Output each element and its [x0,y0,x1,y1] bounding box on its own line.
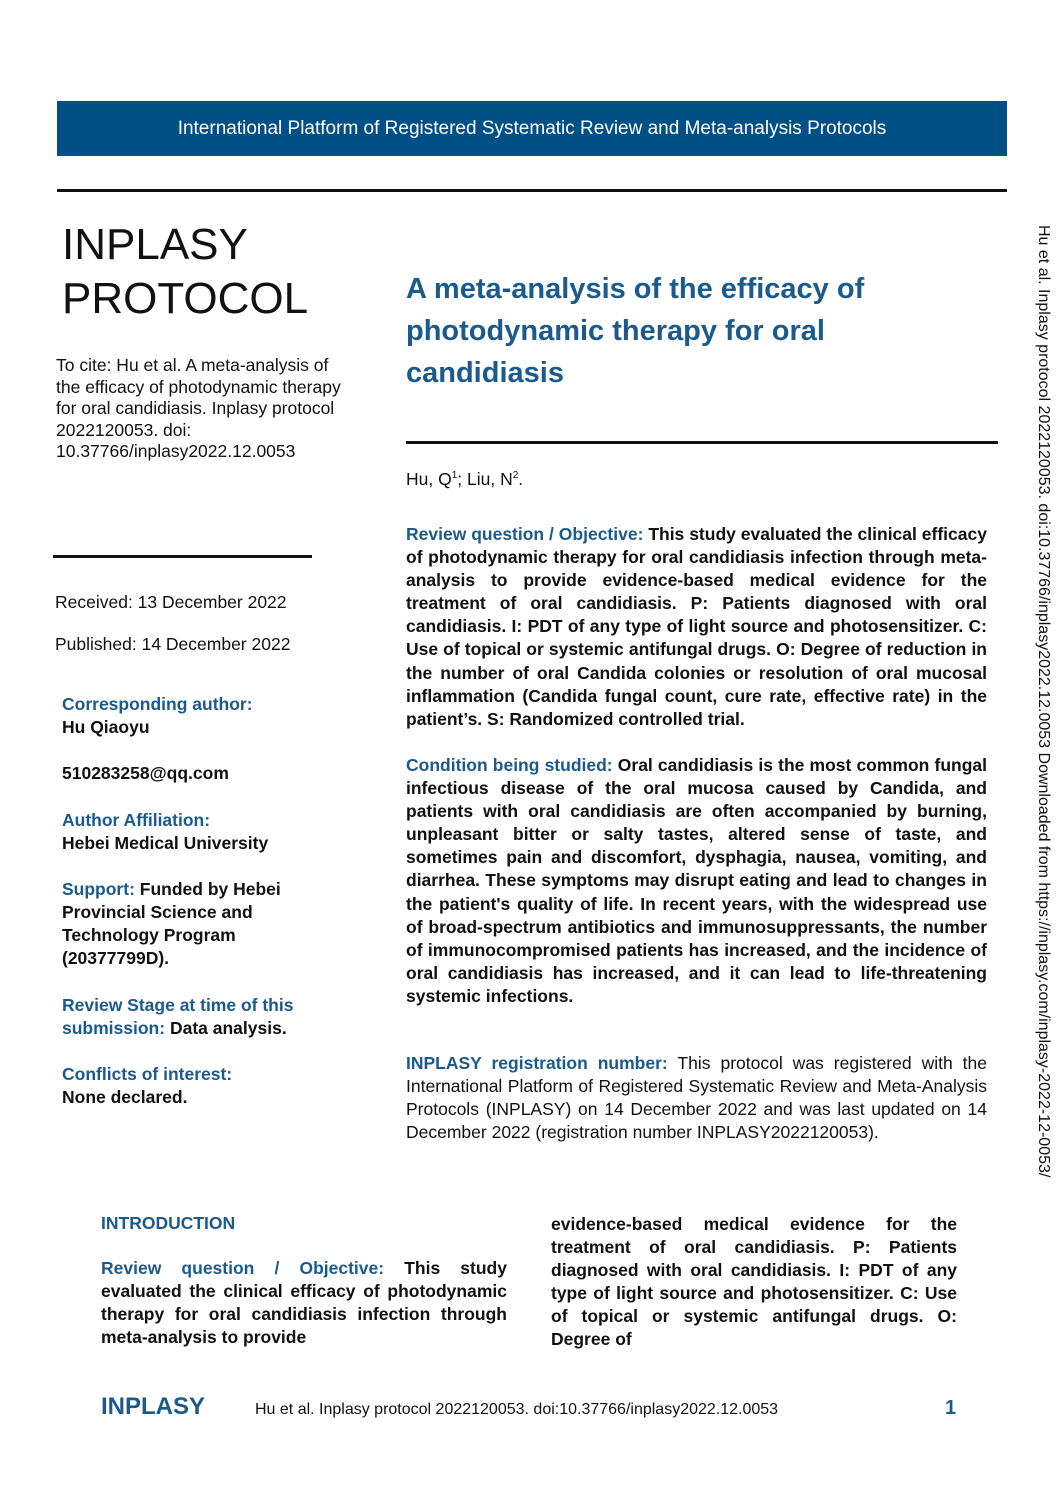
side-download-note: Hu et al. Inplasy protocol 2022120053. doi:10.37766/inplasy2022.12.0053 Downloaded from https://inplasy.com/inplasy-2022-12-0053/ [1035,225,1052,1178]
top-divider [57,189,1007,192]
intro-right-column: evidence-based medical evidence for the treatment of oral candidiasis. P: Patients diagnosed with oral candidiasis. I: PDT of any type of light source and photosensitizer. C: Use of topical or systemic antifungal drugs. O: Degree of [551,1214,957,1350]
review-question-text: This study evaluated the clinical efficacy of photodynamic therapy for oral candidiasis infection through meta-analysis to provide evidence-based medical evidence for the treatment of oral candidiasis. P: Patients diagnosed with oral candidiasis. I: PDT of any type of light source and photosensitizer. C: Use of topical or systemic antifungal drugs. O: Degree of reduction in the number of oral Candida colonies or resolution of oral mucosal inflammation (Candida fungal count, cure rate, effective rate) in the patient’s. S: Randomized controlled trial. [406,524,987,729]
citation-text: To cite: Hu et al. A meta-analysis of the efficacy of photodynamic therapy for oral candidiasis. Inplasy protocol 2022120053. doi: 10.37766/inplasy2022.12.0053 [56,355,341,461]
title-divider [406,441,998,444]
author-2-affiliation: 2 [512,470,519,482]
condition-text: Oral candidiasis is the most common fungal infectious disease of the oral mucosa caused by Candida, and patients with oral candidiasis are often accompanied by burning, unpleasant bitter or salty tastes, altered sense of taste, and sometimes pain and discomfort, dysphagia, nausea, vomiting, and diarrhea. These symptoms may disrupt eating and lead to changes in the patient's quality of life. In recent years, with the widespread use of broad-spectrum antibiotics and immunosuppressants, the number of immunocompromised patients has increased, and the incidence of oral candidiasis has increased, and it can lead to life-threatening systemic infections. [406,755,988,1006]
received-date: Received: 13 December 2022 [55,592,287,612]
intro-left-column [101,1257,507,1349]
corresponding-author-label: Corresponding author: [62,694,253,714]
support-label: Support: [62,879,135,899]
review-stage-block [62,994,332,1040]
author-1: Hu, Q [406,469,452,489]
left-divider [53,555,312,558]
registration-text: This protocol was registered with the International Platform of Registered Systematic Review and Meta-Analysis Protocols (INPLASY) on 14 December 2022 and was last updated on 14 December 2022 (registration number INPLASY2022120053). [406,1053,987,1143]
article-title: A meta-analysis of the efficacy of photodynamic therapy for oral candidiasis [406,273,865,389]
corresponding-author-name: Hu Qiaoyu [62,717,150,737]
banner-text: International Platform of Registered Systematic Review and Meta-analysis Protocols [177,117,887,139]
footer-brand: INPLASY [101,1393,206,1420]
affiliation-value: Hebei Medical University [62,833,269,853]
corresponding-author-block [62,693,347,785]
support-value: Funded by Hebei Provincial Science and Technology Program (20377799D). [62,879,281,968]
protocol-title: INPLASY PROTOCOL [62,220,309,323]
footer-citation: Hu et al. Inplasy protocol 2022120053. doi:10.37766/inplasy2022.12.0053 [255,1401,779,1418]
author-end: . [518,469,524,489]
registration-section [406,1052,987,1144]
intro-left-text: This study evaluated the clinical efficacy of photodynamic therapy for oral candidiasis infection through meta-analysis to provide [101,1258,507,1348]
introduction-heading: INTRODUCTION [101,1213,236,1233]
conflicts-value: None declared. [62,1087,188,1107]
top-banner [57,101,1007,156]
intro-review-question-label: Review question / Objective: [101,1258,385,1278]
registration-label: INPLASY registration number: [406,1053,668,1073]
review-stage-value: Data analysis. [169,1018,287,1038]
affiliation-label: Author Affiliation: [62,810,211,830]
support-block [62,878,322,970]
page-number: 1 [945,1397,957,1419]
conflicts-block [62,1063,347,1109]
conflicts-label: Conflicts of interest: [62,1064,233,1084]
author-1-affiliation: 1 [451,470,458,482]
author-list [406,469,523,490]
condition-label: Condition being studied: [406,755,613,775]
condition-section [406,754,987,1008]
review-question-label: Review question / Objective: [406,524,644,544]
affiliation-block [62,809,347,855]
author-separator: ; Liu, N [457,469,513,489]
review-question-section [406,523,987,731]
corresponding-author-email: 510283258@qq.com [62,763,229,783]
published-date: Published: 14 December 2022 [55,634,291,654]
review-stage-label: Review Stage at time of this submission: [62,995,294,1038]
